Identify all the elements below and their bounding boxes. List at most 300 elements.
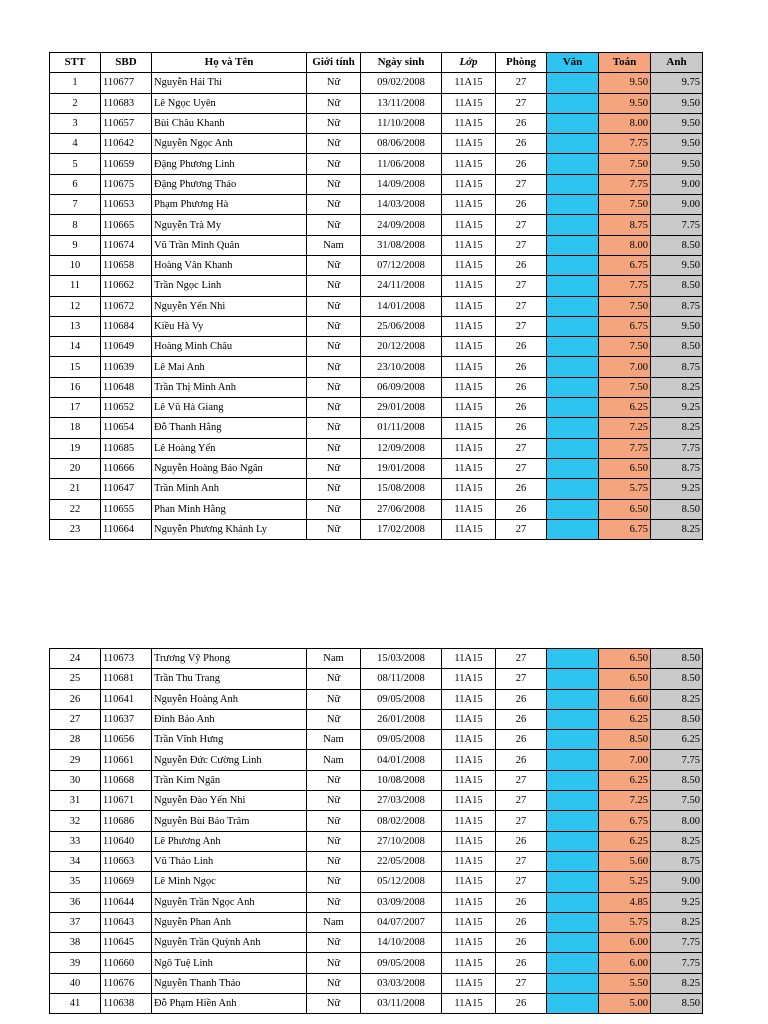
cell-gender: Nam xyxy=(307,649,361,669)
cell-name: Nguyễn Phan Anh xyxy=(152,912,307,932)
cell-van xyxy=(547,377,599,397)
header-class: Lớp xyxy=(442,53,496,73)
cell-gender: Nữ xyxy=(307,831,361,851)
cell-name: Trương Vỹ Phong xyxy=(152,649,307,669)
cell-stt: 40 xyxy=(50,973,101,993)
cell-sbd: 110661 xyxy=(101,750,152,770)
table-row xyxy=(50,418,703,438)
cell-room: 27 xyxy=(496,669,547,689)
cell-name: Lê Ngọc Uyên xyxy=(152,93,307,113)
cell-toan: 7.75 xyxy=(599,276,651,296)
cell-dob: 27/10/2008 xyxy=(361,831,442,851)
cell-class: 11A15 xyxy=(442,479,496,499)
cell-van xyxy=(547,255,599,275)
cell-stt: 30 xyxy=(50,770,101,790)
cell-dob: 24/09/2008 xyxy=(361,215,442,235)
cell-stt: 26 xyxy=(50,689,101,709)
cell-stt: 20 xyxy=(50,458,101,478)
table-row xyxy=(50,669,703,689)
cell-name: Vũ Thảo Linh xyxy=(152,851,307,871)
cell-gender: Nữ xyxy=(307,337,361,357)
cell-anh: 9.25 xyxy=(651,892,703,912)
cell-stt: 25 xyxy=(50,669,101,689)
cell-anh: 8.25 xyxy=(651,418,703,438)
cell-name: Nguyễn Đào Yến Nhi xyxy=(152,791,307,811)
cell-sbd: 110676 xyxy=(101,973,152,993)
cell-sbd: 110663 xyxy=(101,851,152,871)
cell-gender: Nữ xyxy=(307,689,361,709)
cell-anh: 9.00 xyxy=(651,174,703,194)
cell-stt: 12 xyxy=(50,296,101,316)
cell-room: 26 xyxy=(496,933,547,953)
cell-class: 11A15 xyxy=(442,912,496,932)
cell-van xyxy=(547,195,599,215)
cell-dob: 03/03/2008 xyxy=(361,973,442,993)
cell-name: Nguyễn Hoàng Anh xyxy=(152,689,307,709)
table-row xyxy=(50,791,703,811)
cell-stt: 1 xyxy=(50,73,101,93)
cell-gender: Nữ xyxy=(307,709,361,729)
cell-room: 27 xyxy=(496,872,547,892)
cell-sbd: 110675 xyxy=(101,174,152,194)
cell-dob: 12/09/2008 xyxy=(361,438,442,458)
cell-dob: 09/02/2008 xyxy=(361,73,442,93)
cell-sbd: 110643 xyxy=(101,912,152,932)
cell-dob: 08/06/2008 xyxy=(361,134,442,154)
cell-gender: Nữ xyxy=(307,669,361,689)
cell-anh: 7.75 xyxy=(651,750,703,770)
cell-room: 27 xyxy=(496,174,547,194)
table-row xyxy=(50,912,703,932)
cell-stt: 32 xyxy=(50,811,101,831)
cell-room: 27 xyxy=(496,73,547,93)
cell-name: Trần Thị Minh Anh xyxy=(152,377,307,397)
cell-van xyxy=(547,174,599,194)
cell-room: 26 xyxy=(496,689,547,709)
cell-gender: Nữ xyxy=(307,296,361,316)
cell-sbd: 110642 xyxy=(101,134,152,154)
cell-anh: 8.50 xyxy=(651,499,703,519)
cell-toan: 7.50 xyxy=(599,377,651,397)
cell-toan: 7.50 xyxy=(599,195,651,215)
cell-anh: 8.50 xyxy=(651,994,703,1014)
cell-dob: 11/06/2008 xyxy=(361,154,442,174)
table-row xyxy=(50,649,703,669)
table-row xyxy=(50,255,703,275)
cell-name: Đặng Phương Thảo xyxy=(152,174,307,194)
cell-room: 27 xyxy=(496,649,547,669)
cell-sbd: 110672 xyxy=(101,296,152,316)
cell-class: 11A15 xyxy=(442,750,496,770)
cell-name: Nguyễn Trần Ngọc Anh xyxy=(152,892,307,912)
cell-dob: 27/03/2008 xyxy=(361,791,442,811)
cell-toan: 7.00 xyxy=(599,750,651,770)
cell-sbd: 110641 xyxy=(101,689,152,709)
table-row xyxy=(50,750,703,770)
cell-class: 11A15 xyxy=(442,134,496,154)
cell-anh: 6.25 xyxy=(651,730,703,750)
cell-stt: 41 xyxy=(50,994,101,1014)
cell-stt: 27 xyxy=(50,709,101,729)
score-table-part-1 xyxy=(49,52,703,540)
cell-toan: 7.25 xyxy=(599,791,651,811)
cell-van xyxy=(547,316,599,336)
cell-gender: Nữ xyxy=(307,398,361,418)
cell-van xyxy=(547,296,599,316)
cell-gender: Nữ xyxy=(307,316,361,336)
cell-toan: 6.75 xyxy=(599,811,651,831)
cell-toan: 6.00 xyxy=(599,933,651,953)
cell-toan: 5.60 xyxy=(599,851,651,871)
cell-name: Nguyễn Ngọc Anh xyxy=(152,134,307,154)
cell-toan: 8.75 xyxy=(599,215,651,235)
cell-name: Vũ Trần Minh Quân xyxy=(152,235,307,255)
cell-room: 26 xyxy=(496,709,547,729)
header-name: Họ và Tên xyxy=(152,53,307,73)
cell-room: 27 xyxy=(496,973,547,993)
cell-anh: 8.75 xyxy=(651,357,703,377)
cell-dob: 14/03/2008 xyxy=(361,195,442,215)
cell-anh: 8.50 xyxy=(651,235,703,255)
cell-class: 11A15 xyxy=(442,174,496,194)
header-sbd: SBD xyxy=(101,53,152,73)
cell-gender: Nữ xyxy=(307,113,361,133)
cell-van xyxy=(547,134,599,154)
cell-gender: Nữ xyxy=(307,215,361,235)
cell-gender: Nữ xyxy=(307,154,361,174)
cell-gender: Nữ xyxy=(307,973,361,993)
cell-name: Bùi Châu Khanh xyxy=(152,113,307,133)
cell-anh: 9.50 xyxy=(651,154,703,174)
cell-room: 26 xyxy=(496,195,547,215)
header-room: Phòng xyxy=(496,53,547,73)
cell-name: Lê Hoàng Yến xyxy=(152,438,307,458)
cell-stt: 13 xyxy=(50,316,101,336)
cell-van xyxy=(547,811,599,831)
cell-toan: 9.50 xyxy=(599,93,651,113)
cell-class: 11A15 xyxy=(442,377,496,397)
cell-toan: 6.25 xyxy=(599,831,651,851)
cell-toan: 8.50 xyxy=(599,730,651,750)
cell-class: 11A15 xyxy=(442,811,496,831)
cell-dob: 09/05/2008 xyxy=(361,689,442,709)
cell-sbd: 110683 xyxy=(101,93,152,113)
table-row xyxy=(50,154,703,174)
cell-room: 26 xyxy=(496,479,547,499)
cell-class: 11A15 xyxy=(442,994,496,1014)
cell-class: 11A15 xyxy=(442,418,496,438)
cell-gender: Nam xyxy=(307,730,361,750)
cell-van xyxy=(547,912,599,932)
header-stt: STT xyxy=(50,53,101,73)
cell-name: Lê Minh Ngọc xyxy=(152,872,307,892)
cell-toan: 5.75 xyxy=(599,479,651,499)
cell-class: 11A15 xyxy=(442,113,496,133)
cell-gender: Nữ xyxy=(307,255,361,275)
cell-stt: 21 xyxy=(50,479,101,499)
table-row xyxy=(50,438,703,458)
cell-room: 26 xyxy=(496,750,547,770)
cell-dob: 14/09/2008 xyxy=(361,174,442,194)
cell-gender: Nữ xyxy=(307,770,361,790)
cell-toan: 6.25 xyxy=(599,398,651,418)
cell-dob: 14/01/2008 xyxy=(361,296,442,316)
cell-name: Nguyễn Phương Khánh Ly xyxy=(152,519,307,539)
header-gender: Giới tính xyxy=(307,53,361,73)
cell-anh: 8.25 xyxy=(651,912,703,932)
cell-sbd: 110664 xyxy=(101,519,152,539)
cell-dob: 22/05/2008 xyxy=(361,851,442,871)
cell-gender: Nữ xyxy=(307,357,361,377)
cell-name: Hoàng Vân Khanh xyxy=(152,255,307,275)
cell-sbd: 110658 xyxy=(101,255,152,275)
cell-stt: 19 xyxy=(50,438,101,458)
cell-dob: 14/10/2008 xyxy=(361,933,442,953)
cell-van xyxy=(547,750,599,770)
cell-class: 11A15 xyxy=(442,337,496,357)
cell-dob: 24/11/2008 xyxy=(361,276,442,296)
cell-stt: 33 xyxy=(50,831,101,851)
cell-stt: 9 xyxy=(50,235,101,255)
cell-class: 11A15 xyxy=(442,73,496,93)
cell-name: Ngô Tuệ Linh xyxy=(152,953,307,973)
cell-room: 26 xyxy=(496,255,547,275)
cell-name: Hoàng Minh Châu xyxy=(152,337,307,357)
cell-anh: 8.50 xyxy=(651,337,703,357)
cell-stt: 4 xyxy=(50,134,101,154)
cell-class: 11A15 xyxy=(442,154,496,174)
cell-toan: 7.75 xyxy=(599,438,651,458)
cell-stt: 7 xyxy=(50,195,101,215)
cell-class: 11A15 xyxy=(442,973,496,993)
cell-stt: 34 xyxy=(50,851,101,871)
cell-sbd: 110681 xyxy=(101,669,152,689)
cell-van xyxy=(547,791,599,811)
cell-room: 26 xyxy=(496,730,547,750)
cell-gender: Nữ xyxy=(307,93,361,113)
table-row xyxy=(50,73,703,93)
cell-dob: 09/05/2008 xyxy=(361,953,442,973)
cell-gender: Nữ xyxy=(307,519,361,539)
cell-dob: 07/12/2008 xyxy=(361,255,442,275)
cell-gender: Nữ xyxy=(307,276,361,296)
cell-anh: 8.50 xyxy=(651,276,703,296)
cell-name: Đinh Bảo Anh xyxy=(152,709,307,729)
cell-stt: 15 xyxy=(50,357,101,377)
cell-toan: 6.50 xyxy=(599,458,651,478)
cell-gender: Nam xyxy=(307,235,361,255)
cell-room: 26 xyxy=(496,398,547,418)
cell-dob: 06/09/2008 xyxy=(361,377,442,397)
cell-sbd: 110668 xyxy=(101,770,152,790)
cell-anh: 9.00 xyxy=(651,872,703,892)
cell-room: 26 xyxy=(496,113,547,133)
cell-sbd: 110657 xyxy=(101,113,152,133)
cell-class: 11A15 xyxy=(442,933,496,953)
cell-van xyxy=(547,479,599,499)
cell-toan: 8.00 xyxy=(599,235,651,255)
cell-class: 11A15 xyxy=(442,316,496,336)
cell-van xyxy=(547,831,599,851)
cell-room: 27 xyxy=(496,519,547,539)
table-row xyxy=(50,276,703,296)
cell-name: Nguyễn Trần Quỳnh Anh xyxy=(152,933,307,953)
table-body-1 xyxy=(50,73,703,540)
cell-stt: 5 xyxy=(50,154,101,174)
cell-sbd: 110638 xyxy=(101,994,152,1014)
cell-dob: 13/11/2008 xyxy=(361,93,442,113)
table-row xyxy=(50,235,703,255)
cell-stt: 22 xyxy=(50,499,101,519)
cell-sbd: 110649 xyxy=(101,337,152,357)
cell-name: Phan Minh Hằng xyxy=(152,499,307,519)
cell-room: 27 xyxy=(496,438,547,458)
cell-sbd: 110685 xyxy=(101,438,152,458)
cell-class: 11A15 xyxy=(442,649,496,669)
cell-room: 26 xyxy=(496,154,547,174)
cell-dob: 03/09/2008 xyxy=(361,892,442,912)
cell-van xyxy=(547,73,599,93)
cell-name: Nguyễn Đức Cường Linh xyxy=(152,750,307,770)
cell-toan: 7.75 xyxy=(599,134,651,154)
cell-room: 27 xyxy=(496,770,547,790)
cell-room: 27 xyxy=(496,235,547,255)
cell-anh: 7.75 xyxy=(651,215,703,235)
cell-van xyxy=(547,953,599,973)
cell-toan: 6.00 xyxy=(599,953,651,973)
cell-toan: 4.85 xyxy=(599,892,651,912)
cell-stt: 6 xyxy=(50,174,101,194)
cell-name: Nguyễn Trà My xyxy=(152,215,307,235)
cell-sbd: 110655 xyxy=(101,499,152,519)
cell-toan: 5.75 xyxy=(599,912,651,932)
cell-name: Trần Minh Anh xyxy=(152,479,307,499)
cell-class: 11A15 xyxy=(442,892,496,912)
cell-anh: 8.75 xyxy=(651,458,703,478)
cell-van xyxy=(547,973,599,993)
cell-anh: 8.75 xyxy=(651,851,703,871)
cell-gender: Nữ xyxy=(307,872,361,892)
cell-class: 11A15 xyxy=(442,851,496,871)
table-row xyxy=(50,973,703,993)
cell-dob: 01/11/2008 xyxy=(361,418,442,438)
table-row xyxy=(50,953,703,973)
cell-anh: 7.75 xyxy=(651,438,703,458)
table-row xyxy=(50,851,703,871)
cell-name: Đặng Phương Linh xyxy=(152,154,307,174)
cell-sbd: 110654 xyxy=(101,418,152,438)
cell-class: 11A15 xyxy=(442,195,496,215)
table-body-2 xyxy=(50,649,703,1014)
cell-sbd: 110648 xyxy=(101,377,152,397)
cell-name: Trần Thu Trang xyxy=(152,669,307,689)
cell-dob: 08/02/2008 xyxy=(361,811,442,831)
table-row xyxy=(50,357,703,377)
cell-van xyxy=(547,519,599,539)
cell-toan: 6.50 xyxy=(599,499,651,519)
cell-gender: Nữ xyxy=(307,994,361,1014)
cell-class: 11A15 xyxy=(442,296,496,316)
cell-van xyxy=(547,730,599,750)
cell-class: 11A15 xyxy=(442,458,496,478)
cell-toan: 7.75 xyxy=(599,174,651,194)
cell-van xyxy=(547,337,599,357)
cell-name: Nguyễn Bùi Bảo Trâm xyxy=(152,811,307,831)
cell-anh: 8.00 xyxy=(651,811,703,831)
cell-room: 26 xyxy=(496,337,547,357)
cell-gender: Nữ xyxy=(307,791,361,811)
cell-room: 26 xyxy=(496,892,547,912)
cell-stt: 18 xyxy=(50,418,101,438)
cell-van xyxy=(547,851,599,871)
cell-sbd: 110660 xyxy=(101,953,152,973)
cell-gender: Nữ xyxy=(307,499,361,519)
header-row xyxy=(50,53,703,73)
cell-sbd: 110666 xyxy=(101,458,152,478)
table-row xyxy=(50,499,703,519)
cell-class: 11A15 xyxy=(442,730,496,750)
cell-stt: 14 xyxy=(50,337,101,357)
cell-sbd: 110652 xyxy=(101,398,152,418)
cell-van xyxy=(547,398,599,418)
cell-anh: 9.50 xyxy=(651,316,703,336)
cell-anh: 8.50 xyxy=(651,770,703,790)
cell-name: Trần Kim Ngân xyxy=(152,770,307,790)
cell-class: 11A15 xyxy=(442,770,496,790)
cell-sbd: 110640 xyxy=(101,831,152,851)
cell-van xyxy=(547,276,599,296)
cell-anh: 8.50 xyxy=(651,649,703,669)
cell-room: 27 xyxy=(496,851,547,871)
cell-anh: 7.75 xyxy=(651,953,703,973)
cell-gender: Nữ xyxy=(307,892,361,912)
cell-dob: 09/05/2008 xyxy=(361,730,442,750)
cell-anh: 8.50 xyxy=(651,709,703,729)
cell-room: 26 xyxy=(496,994,547,1014)
cell-gender: Nữ xyxy=(307,438,361,458)
table-row xyxy=(50,215,703,235)
cell-class: 11A15 xyxy=(442,872,496,892)
table-row xyxy=(50,195,703,215)
cell-class: 11A15 xyxy=(442,499,496,519)
header-van: Văn xyxy=(547,53,599,73)
cell-anh: 9.50 xyxy=(651,113,703,133)
cell-room: 26 xyxy=(496,953,547,973)
header-dob: Ngày sinh xyxy=(361,53,442,73)
cell-room: 27 xyxy=(496,276,547,296)
cell-anh: 7.50 xyxy=(651,791,703,811)
cell-stt: 28 xyxy=(50,730,101,750)
cell-name: Nguyễn Hải Thi xyxy=(152,73,307,93)
cell-stt: 35 xyxy=(50,872,101,892)
cell-dob: 08/11/2008 xyxy=(361,669,442,689)
cell-stt: 2 xyxy=(50,93,101,113)
cell-class: 11A15 xyxy=(442,831,496,851)
cell-toan: 9.50 xyxy=(599,73,651,93)
cell-toan: 7.25 xyxy=(599,418,651,438)
table-row xyxy=(50,519,703,539)
cell-toan: 6.75 xyxy=(599,316,651,336)
cell-dob: 15/08/2008 xyxy=(361,479,442,499)
cell-stt: 39 xyxy=(50,953,101,973)
cell-stt: 23 xyxy=(50,519,101,539)
cell-sbd: 110671 xyxy=(101,791,152,811)
cell-sbd: 110677 xyxy=(101,73,152,93)
cell-room: 27 xyxy=(496,791,547,811)
cell-sbd: 110674 xyxy=(101,235,152,255)
cell-van xyxy=(547,994,599,1014)
cell-name: Phạm Phương Hà xyxy=(152,195,307,215)
